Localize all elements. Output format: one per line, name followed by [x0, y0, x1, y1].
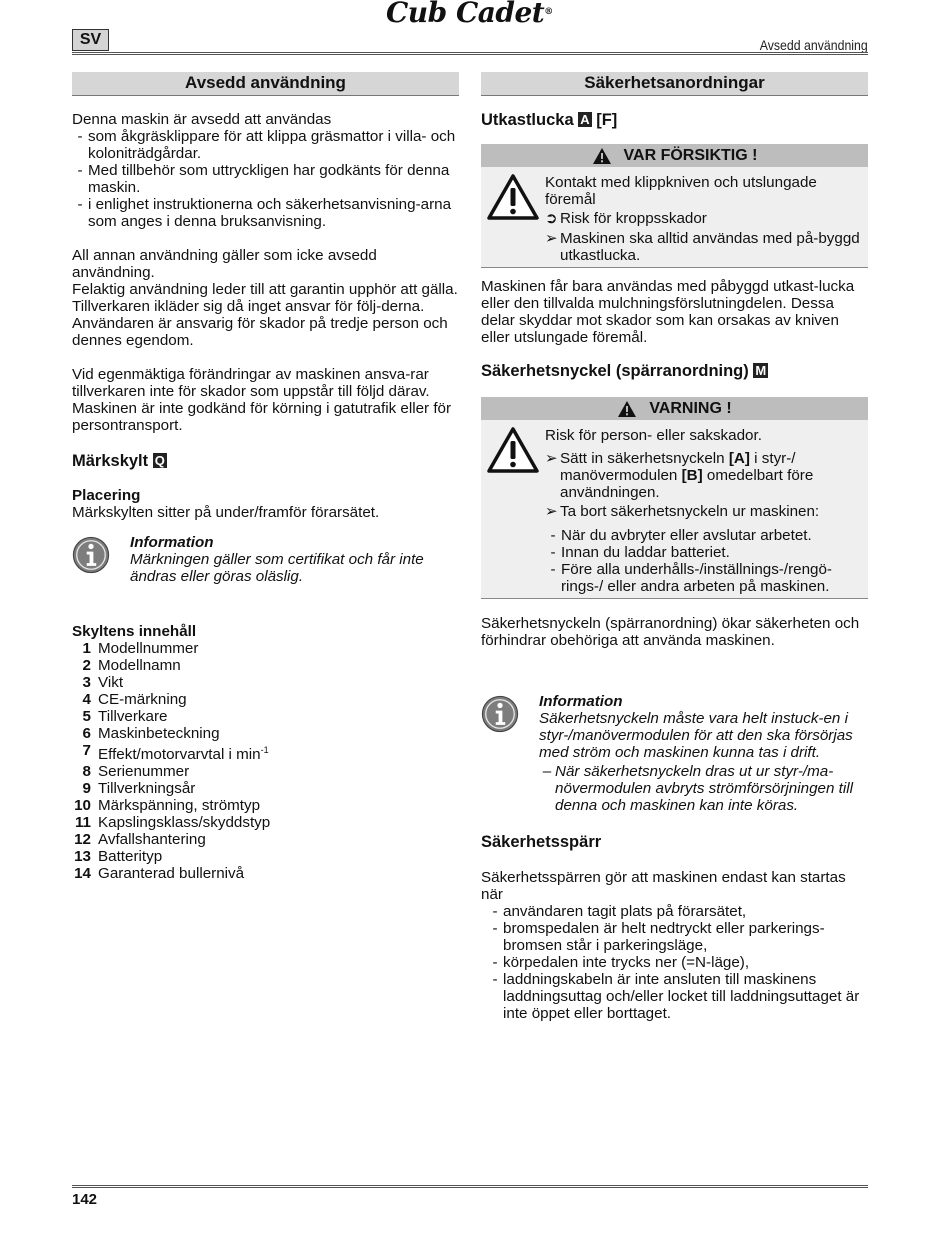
brand-registered-mark: ®	[544, 7, 553, 17]
placement-text: Märkskylten sitter på under/framför förarsätet.	[72, 504, 380, 521]
contents-list	[72, 640, 459, 882]
list-item: - i enlighet instruktionerna och säkerhetsanvisning-arna som anges i denna bruksanvisning.	[77, 196, 452, 230]
list-item	[72, 848, 459, 865]
flap-text: Maskinen får bara användas med påbyggd utkast-lucka eller den tillvalda mulchningsförslutningdelen. Dessa delar skyddar mot skador som kan orsakas av kniven eller utslungade föremål.	[481, 278, 855, 346]
right-arrow-icon: ➲	[545, 210, 558, 227]
warning-sub-list	[545, 527, 868, 595]
warning-title: VARNING !	[649, 400, 732, 417]
language-badge: SV	[72, 29, 109, 51]
list-item: - Innan du laddar batteriet.	[550, 544, 730, 561]
lock-heading: Säkerhetsspärr	[481, 833, 602, 851]
figure-ref: [F]	[596, 111, 618, 129]
list-item-number: 12	[74, 831, 91, 849]
list-item-label: Batterityp	[98, 848, 163, 866]
list-item-number: 14	[74, 865, 91, 883]
list-item-label: Tillverkningsår	[98, 780, 196, 798]
list-item-number: 2	[82, 657, 91, 674]
list-item-number: 4	[82, 691, 91, 708]
list-item	[72, 657, 459, 674]
list-item-label: Garanterad bullernivå	[98, 865, 245, 883]
uses-list	[72, 128, 459, 230]
chevron-right-icon: ➢	[545, 450, 558, 467]
brand-logo	[386, 0, 553, 29]
warning-triangle-icon	[487, 174, 539, 220]
section-heading-safety-devices: Säkerhetsanordningar	[481, 72, 868, 96]
key-text: Säkerhetsnyckeln (spärranordning) ökar säkerheten och förhindrar obehöriga att använda maskinen.	[481, 615, 860, 649]
caution-intro: Kontakt med klippkniven och utslungade föremål	[545, 174, 817, 208]
warning-action-2: Ta bort säkerhetsnyckeln ur maskinen:	[560, 503, 820, 520]
list-item	[72, 708, 459, 725]
paragraph: Maskinen är inte godkänd för körning i gatutrafik eller för persontransport.	[72, 400, 452, 434]
list-item	[72, 691, 459, 708]
contents-heading: Skyltens innehåll	[72, 623, 197, 640]
list-item-number: 10	[74, 797, 91, 815]
list-item: - körpedalen inte trycks ner (=N-läge),	[492, 954, 750, 971]
plate-heading: Märkskylt Q	[72, 452, 165, 470]
list-item-label: Kapslingsklass/skyddstyp	[98, 814, 271, 832]
warning-triangle-icon	[592, 147, 612, 165]
info-text: Säkerhetsnyckeln måste vara helt instuck-en i styr-/manövermodulen för att den ska försörjas med ström och maskinen kunna tas i drift.	[539, 710, 853, 761]
chevron-right-icon: ➢	[545, 503, 558, 520]
list-item-number: 9	[82, 780, 91, 798]
page-number: 142	[72, 1191, 98, 1208]
info-text: Märkningen gäller som certifikat och får inte ändras eller göras oläslig.	[130, 551, 424, 585]
warning-action-1: Sätt in säkerhetsnyckeln [A] i styr-/ manövermodulen [B] omedelbart före användningen.	[560, 450, 814, 501]
info-note	[481, 693, 868, 814]
list-item-label: Tillverkare	[98, 708, 168, 725]
list-item-label: Vikt	[98, 674, 124, 691]
list-item: - Med tillbehör som uttryckligen har godkänts för denna maskin.	[77, 162, 450, 196]
list-item	[72, 831, 459, 848]
flap-heading: Utkastlucka A [F]	[481, 111, 618, 129]
list-item	[72, 797, 459, 814]
list-item	[72, 674, 459, 691]
list-item-number: 1	[82, 640, 91, 657]
list-item-number: 13	[74, 848, 91, 866]
figure-badge: M	[755, 363, 767, 378]
footer-rule	[72, 1185, 868, 1188]
info-note	[72, 534, 459, 585]
warning-triangle-icon	[487, 427, 539, 473]
list-item-number: 11	[74, 814, 91, 832]
figure-badge: A	[580, 112, 590, 127]
list-item: - som åkgräsklippare för att klippa gräsmattor i villa- och koloniträdgårdar.	[77, 128, 456, 162]
paragraph: Vid egenmäktiga förändringar av maskinen ansva-rar tillverkaren inte för skador som uppstår till följd därav.	[72, 366, 430, 400]
list-item	[72, 865, 459, 882]
info-circle-icon	[481, 695, 519, 733]
list-item: - användaren tagit plats på förarsätet,	[492, 903, 747, 920]
list-item-number: 8	[82, 763, 91, 781]
warning-header	[481, 397, 868, 420]
list-item: - Före alla underhålls-/inställnings-/rengö-rings-/ eller andra arbeten på maskinen.	[550, 561, 832, 595]
warning-box	[481, 397, 868, 599]
key-heading: Säkerhetsnyckel (spärranordning) M	[481, 362, 767, 380]
info-sub-item: – När säkerhetsnyckeln dras ut ur styr-/ma-növermodulen avbryts strömförsörjningen till denna och maskinen kan inte köras.	[542, 763, 853, 814]
caution-risk: Risk för kroppsskador	[560, 210, 707, 227]
caution-action: Maskinen ska alltid användas med på-byggd utkastlucka.	[560, 230, 860, 264]
section-heading-intended-use: Avsedd användning	[72, 72, 459, 96]
list-item-label: Avfallshantering	[98, 831, 206, 849]
brand-name: Cub Cadet	[386, 0, 545, 29]
list-item	[72, 742, 459, 763]
list-item-number: 7	[82, 742, 91, 759]
lock-list	[481, 903, 868, 1022]
list-item-label: Effekt/motorvarvtal i $\min^{-1}$	[98, 745, 269, 764]
paragraph: Felaktig användning leder till att garantin upphör att gälla. Tillverkaren ikläder sig då inget ansvar för följ-derna. Användaren är ansvarig för skador på tredje person och dennes egendom.	[72, 281, 458, 349]
list-item	[72, 725, 459, 742]
list-item-number: 6	[82, 725, 91, 742]
list-item	[72, 763, 459, 780]
caution-box	[481, 144, 868, 268]
left-column	[72, 72, 459, 882]
list-item-label: Modellnamn	[98, 657, 181, 674]
warning-intro: Risk för person- eller sakskador.	[545, 427, 762, 444]
warning-triangle-icon	[617, 400, 637, 418]
caution-header	[481, 144, 868, 167]
chevron-right-icon: ➢	[545, 230, 558, 247]
intro-text: Denna maskin är avsedd att användas	[72, 111, 332, 128]
header-rule	[72, 52, 868, 55]
info-title: Information	[539, 693, 623, 710]
list-item-number: 3	[82, 674, 91, 691]
lock-intro: Säkerhetsspärren gör att maskinen endast kan startas när	[481, 869, 846, 903]
info-circle-icon	[72, 536, 110, 574]
list-item	[72, 814, 459, 831]
running-header: Avsedd användning	[759, 37, 868, 53]
list-item	[72, 640, 459, 657]
list-item-number: 5	[82, 708, 91, 725]
placement-heading: Placering	[72, 487, 141, 504]
info-title: Information	[130, 534, 214, 551]
list-item	[72, 780, 459, 797]
list-item-label: Maskinbeteckning	[98, 725, 220, 742]
paragraph: All annan användning gäller som icke avsedd användning.	[72, 247, 377, 281]
list-item: - laddningskabeln är inte ansluten till maskinens laddningsuttag och/eller locket till laddningsuttaget är inte öppet eller borttaget.	[492, 971, 860, 1022]
list-item-label: CE-märkning	[98, 691, 187, 708]
list-item: - bromspedalen är helt nedtryckt eller parkerings-bromsen står i parkeringsläge,	[492, 920, 825, 954]
figure-badge: Q	[154, 453, 165, 468]
right-column	[481, 72, 868, 1022]
list-item-label: Modellnummer	[98, 640, 199, 657]
caution-title: VAR FÖRSIKTIG !	[623, 147, 758, 164]
list-item-label: Serienummer	[98, 763, 190, 781]
list-item-label: Märkspänning, strömtyp	[98, 797, 261, 815]
list-item: - När du avbryter eller avslutar arbetet.	[550, 527, 812, 544]
